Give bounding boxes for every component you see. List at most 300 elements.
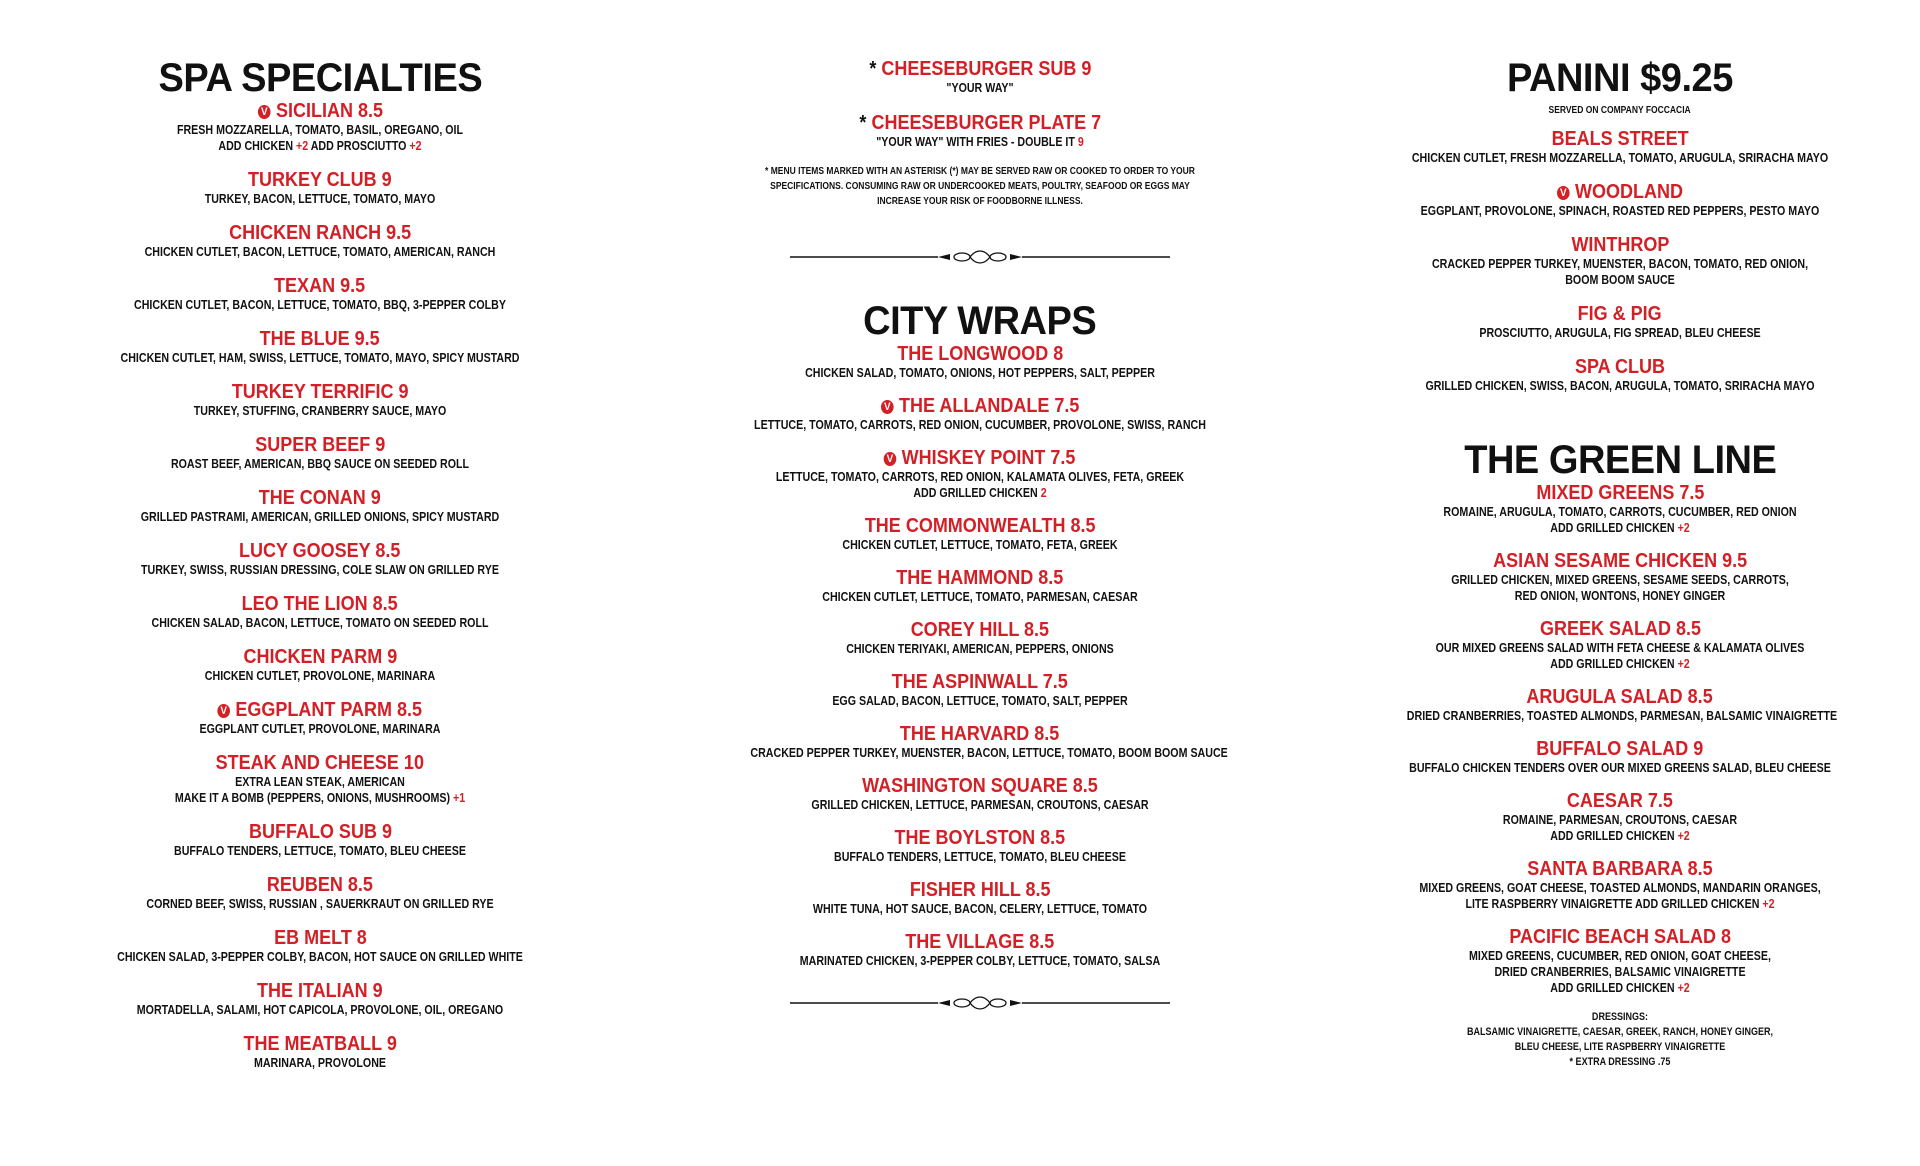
menu-item-description: [750, 693, 1209, 709]
description-text: ADD GRILLED CHICKEN: [913, 485, 1041, 500]
menu-item-name: [884, 447, 1076, 469]
description-text: LITE RASPBERRY VINAIGRETTE ADD GRILLED CHICKEN: [1465, 896, 1763, 911]
dressings-line: BALSAMIC VINAIGRETTE, CAESAR, GREEK, RANCH, HONEY GINGER,: [1466, 1026, 1774, 1038]
menu-item-name-row: [1360, 858, 1880, 880]
green-line-list: [1360, 482, 1880, 996]
menu-item-name-row: [1360, 738, 1880, 760]
menu-item-description: [107, 615, 533, 631]
menu-item-description: [1407, 812, 1833, 828]
menu-item-name-row: [60, 100, 580, 122]
menu-item-description: [1407, 150, 1833, 166]
green-line-title: THE GREEN LINE: [1463, 438, 1777, 482]
city-wraps-title: CITY WRAPS: [863, 299, 1097, 343]
menu-item-title: COREY HILL 8.5: [910, 619, 1050, 641]
menu-item-name-row: [700, 619, 1260, 641]
menu-item-turkey-terrific-9: [60, 381, 580, 419]
menu-item-title: SICILIAN 8.5: [275, 100, 383, 122]
menu-item-title: CHICKEN RANCH 9.5: [228, 222, 412, 244]
menu-item-name-row: [1360, 482, 1880, 504]
menu-item-name: [232, 381, 409, 403]
description-text: CHICKEN SALAD, TOMATO, ONIONS, HOT PEPPERS, SALT, PEPPER: [805, 365, 1155, 380]
menu-item-name: [1578, 303, 1662, 325]
spa-specialties-column: [60, 0, 580, 1071]
menu-item-name-row: [60, 540, 580, 562]
description-text: BUFFALO CHICKEN TENDERS OVER OUR MIXED GREENS SALAD, BLEU CHEESE: [1409, 760, 1831, 775]
menu-item-description: [1406, 708, 1838, 724]
description-text: EGGPLANT, PROVOLONE, SPINACH, ROASTED RED PEPPERS, PESTO MAYO: [1420, 203, 1820, 218]
menu-item-description: [1407, 256, 1833, 272]
menu-item-name: [239, 540, 400, 562]
description-text: CHICKEN CUTLET, FRESH MOZZARELLA, TOMATO, ARUGULA, SRIRACHA MAYO: [1411, 150, 1829, 165]
menu-item-name-row: [1360, 303, 1880, 325]
right-column: [1360, 0, 1880, 1070]
menu-item-description: [1407, 640, 1833, 656]
description-text: DRIED CRANBERRIES, BALSAMIC VINAIGRETTE: [1494, 964, 1746, 979]
menu-item-description: [750, 589, 1209, 605]
menu-item-name-row: [700, 447, 1260, 469]
menu-item-description: [1407, 980, 1833, 996]
menu-item-super-beef-9: [60, 434, 580, 472]
menu-item-name-row: [1360, 550, 1880, 572]
description-text: CHICKEN CUTLET, PROVOLONE, MARINARA: [204, 668, 436, 683]
description-text: PROSCIUTTO, ARUGULA, FIG SPREAD, BLEU CHEESE: [1479, 325, 1761, 340]
menu-item-title: BUFFALO SUB 9: [248, 821, 392, 843]
menu-item-name: [1539, 618, 1700, 640]
menu-item-name: [1575, 356, 1665, 378]
description-text: GRILLED PASTRAMI, AMERICAN, GRILLED ONIONS, SPICY MUSTARD: [140, 509, 500, 524]
menu-item-description: [107, 668, 533, 684]
menu-item-name-row: [60, 752, 580, 774]
menu-item-name: [1509, 926, 1731, 948]
menu-item-description: [107, 949, 533, 965]
description-text: OUR MIXED GREENS SALAD WITH FETA CHEESE & KALAMATA OLIVES: [1435, 640, 1805, 655]
menu-item-buffalo-sub-9: [60, 821, 580, 859]
add-on-price: +2: [1677, 980, 1690, 995]
menu-item-the-blue-9-5: [60, 328, 580, 366]
description-text: ADD GRILLED CHICKEN: [1550, 520, 1678, 535]
description-text: BOOM BOOM SAUCE: [1565, 272, 1675, 287]
menu-item-name: [248, 169, 392, 191]
menu-item-title: THE LONGWOOD 8: [896, 343, 1063, 365]
menu-item-the-boylston-8-5: [700, 827, 1260, 865]
vegetarian-icon: V: [881, 400, 894, 414]
menu-item-name-row: [60, 487, 580, 509]
menu-item-title: TURKEY CLUB 9: [248, 169, 392, 191]
description-text: MIXED GREENS, GOAT CHEESE, TOASTED ALMONDS, MANDARIN ORANGES,: [1419, 880, 1821, 895]
menu-item-name-row: [60, 927, 580, 949]
menu-item-name: [1557, 181, 1683, 203]
menu-item-description: [750, 641, 1209, 657]
description-text: CRACKED PEPPER TURKEY, MUENSTER, BACON, LETTUCE, TOMATO, BOOM BOOM SAUCE: [750, 745, 1228, 760]
menu-item-reuben-8-5: [60, 874, 580, 912]
menu-item-title: THE ITALIAN 9: [257, 980, 383, 1002]
add-on-price: +2: [1762, 896, 1775, 911]
description-text: MARINATED CHICKEN, 3-PEPPER COLBY, LETTUCE, TOMATO, SALSA: [799, 953, 1161, 968]
menu-item-name-row: [700, 58, 1260, 80]
menu-item-name: [1551, 128, 1688, 150]
menu-item-title: FIG & PIG: [1577, 303, 1663, 325]
menu-item-name-row: [1360, 181, 1880, 203]
menu-item-name: [229, 222, 411, 244]
menu-item-description: [750, 953, 1209, 969]
menu-item-title: PACIFIC BEACH SALAD 8: [1509, 926, 1731, 948]
menu-item-description: [107, 138, 533, 154]
menu-item-washington-square-8-5: [700, 775, 1260, 813]
menu-item-description: [750, 901, 1209, 917]
menu-item-title: SANTA BARBARA 8.5: [1527, 858, 1713, 880]
menu-item-name: [869, 58, 1091, 80]
add-on-price: 2: [1040, 485, 1047, 500]
menu-item-title: TEXAN 9.5: [274, 275, 366, 297]
menu-item-name-row: [60, 169, 580, 191]
description-text: "YOUR WAY": [946, 80, 1014, 95]
ornamental-divider: [790, 249, 1170, 265]
description-text: CRACKED PEPPER TURKEY, MUENSTER, BACON, TOMATO, RED ONION,: [1431, 256, 1809, 271]
menu-item-title: STEAK AND CHEESE 10: [215, 752, 425, 774]
description-text: BUFFALO TENDERS, LETTUCE, TOMATO, BLEU CHEESE: [834, 849, 1126, 864]
menu-item-leo-the-lion-8-5: [60, 593, 580, 631]
menu-item-name-row: [1360, 686, 1880, 708]
menu-item-title: THE HARVARD 8.5: [900, 723, 1060, 745]
menu-item-name-row: [700, 567, 1260, 589]
menu-item-the-village-8-5: [700, 931, 1260, 969]
dressings-line: DRESSINGS:: [1591, 1011, 1649, 1023]
menu-item-title: REUBEN 8.5: [266, 874, 374, 896]
menu-item-name: [905, 931, 1054, 953]
menu-item-chicken-ranch-9-5: [60, 222, 580, 260]
menu-item-description: [750, 797, 1209, 813]
menu-item-title: WOODLAND: [1574, 181, 1683, 203]
menu-item-eggplant-parm-8-5: [60, 699, 580, 737]
menu-item-asian-sesame-chicken-9-5: [1360, 550, 1880, 604]
menu-item-name-row: [700, 775, 1260, 797]
menu-item-name: [1571, 234, 1669, 256]
menu-item-name: [267, 874, 373, 896]
menu-item-name: [892, 671, 1068, 693]
menu-item-description: [750, 485, 1209, 501]
menu-item-name-row: [700, 112, 1260, 134]
menu-item-name-row: [700, 931, 1260, 953]
menu-item-description: [107, 721, 533, 737]
add-on-price: 9: [1077, 134, 1084, 149]
menu-item-chicken-parm-9: [60, 646, 580, 684]
vegetarian-icon: V: [884, 452, 897, 466]
description-text: CHICKEN TERIYAKI, AMERICAN, PEPPERS, ONIONS: [846, 641, 1114, 656]
menu-item-name: [274, 927, 367, 949]
description-text: ADD GRILLED CHICKEN: [1550, 656, 1678, 671]
description-text: ADD GRILLED CHICKEN: [1550, 980, 1678, 995]
menu-item-sicilian-8-5: [60, 100, 580, 154]
spa-specialties-list: [60, 100, 580, 1071]
menu-item-title: THE VILLAGE 8.5: [905, 931, 1055, 953]
description-text: BUFFALO TENDERS, LETTUCE, TOMATO, BLEU CHEESE: [174, 843, 466, 858]
description-text: CHICKEN SALAD, BACON, LETTUCE, TOMATO ON SEEDED ROLL: [151, 615, 489, 630]
panini-title: PANINI $9.25: [1507, 56, 1733, 100]
add-on-price: +1: [452, 790, 466, 805]
menu-item-cheeseburger-sub-9: [700, 58, 1260, 96]
menu-item-description: [107, 456, 533, 472]
menu-item-name-row: [700, 879, 1260, 901]
menu-item-description: [1407, 520, 1833, 536]
menu-item-name-row: [60, 874, 580, 896]
menu-item-description: [1407, 272, 1833, 288]
menu-item-name-row: [60, 1033, 580, 1055]
menu-item-name-row: [60, 821, 580, 843]
menu-item-description: [1407, 964, 1833, 980]
add-on-price: +2: [1677, 656, 1690, 671]
menu-item-pacific-beach-salad-8: [1360, 926, 1880, 996]
menu-item-fisher-hill-8-5: [700, 879, 1260, 917]
add-on-price: +2: [1677, 828, 1690, 843]
add-on-price: +2: [295, 138, 309, 153]
menu-item-title: CHEESEBURGER PLATE 7: [871, 112, 1101, 134]
description-text: CHICKEN CUTLET, BACON, LETTUCE, TOMATO, AMERICAN, RANCH: [144, 244, 496, 259]
menu-item-name: [255, 434, 385, 456]
menu-item-name-row: [60, 275, 580, 297]
description-text: ROMAINE, PARMESAN, CROUTONS, CAESAR: [1502, 812, 1738, 827]
add-on-price: +2: [1677, 520, 1690, 535]
menu-item-buffalo-salad-9: [1360, 738, 1880, 776]
menu-item-name-row: [60, 434, 580, 456]
description-text: MORTADELLA, SALAMI, HOT CAPICOLA, PROVOLONE, OIL, OREGANO: [136, 1002, 504, 1017]
menu-item-title: CHEESEBURGER SUB 9: [880, 58, 1092, 80]
menu-item-name: [881, 395, 1079, 417]
description-text: ROMAINE, ARUGULA, TOMATO, CARROTS, CUCUMBER, RED ONION: [1443, 504, 1797, 519]
menu-item-title: CAESAR 7.5: [1566, 790, 1674, 812]
menu-item-fig-pig: [1360, 303, 1880, 341]
menu-item-description: [107, 562, 533, 578]
menu-item-name-row: [1360, 926, 1880, 948]
menu-item-winthrop: [1360, 234, 1880, 288]
description-text: MAKE IT A BOMB (PEPPERS, ONIONS, MUSHROOMS): [174, 790, 453, 805]
add-on-price: +2: [409, 138, 422, 153]
menu-item-name: [1493, 550, 1747, 572]
description-text: EGGPLANT CUTLET, PROVOLONE, MARINARA: [199, 721, 441, 736]
menu-item-woodland: [1360, 181, 1880, 219]
menu-item-description: [750, 417, 1209, 433]
vegetarian-icon: V: [1557, 186, 1570, 200]
description-text: ADD PROSCIUTTO: [308, 138, 410, 153]
menu-item-name: [900, 723, 1059, 745]
description-text: TURKEY, SWISS, RUSSIAN DRESSING, COLE SLAW ON GRILLED RYE: [141, 562, 499, 577]
menu-item-name-row: [60, 222, 580, 244]
menu-item-the-aspinwall-7-5: [700, 671, 1260, 709]
menu-item-whiskey-point-7-5: [700, 447, 1260, 501]
menu-item-name: [896, 567, 1063, 589]
menu-item-title: CHICKEN PARM 9: [243, 646, 397, 668]
menu-item-title: FISHER HILL 8.5: [909, 879, 1051, 901]
dressings-line: BLEU CHEESE, LITE RASPBERRY VINAIGRETTE: [1514, 1041, 1726, 1053]
city-wraps-list: [700, 343, 1260, 969]
menu-item-name: [260, 328, 380, 350]
raw-food-notice: [700, 164, 1260, 209]
menu-item-turkey-club-9: [60, 169, 580, 207]
menu-item-description: [750, 849, 1209, 865]
menu-item-the-commonwealth-8-5: [700, 515, 1260, 553]
menu-item-corey-hill-8-5: [700, 619, 1260, 657]
menu-item-description: [1407, 572, 1833, 588]
menu-item-name-row: [1360, 356, 1880, 378]
menu-item-description: [750, 745, 1228, 761]
menu-item-lucy-goosey-8-5: [60, 540, 580, 578]
menu-item-description: [1407, 378, 1833, 394]
menu-item-name: [243, 646, 397, 668]
menu-item-name-row: [700, 671, 1260, 693]
description-text: WHITE TUNA, HOT SAUCE, BACON, CELERY, LETTUCE, TOMATO: [812, 901, 1148, 916]
menu-item-name: [862, 775, 1098, 797]
description-text: DRIED CRANBERRIES, TOASTED ALMONDS, PARMESAN, BALSAMIC VINAIGRETTE: [1406, 708, 1838, 723]
menu-item-description: [107, 896, 533, 912]
notice-line: INCREASE YOUR RISK OF FOODBORNE ILLNESS.: [877, 196, 1083, 207]
menu-item-name-row: [1360, 128, 1880, 150]
notice-line: SPECIFICATIONS. CONSUMING RAW OR UNDERCOOKED MEATS, POULTRY, SEAFOOD OR EGGS MAY: [770, 181, 1190, 192]
menu-item-description: [1407, 896, 1833, 912]
menu-item-santa-barbara-8-5: [1360, 858, 1880, 912]
description-text: ROAST BEEF, AMERICAN, BBQ SAUCE ON SEEDED ROLL: [170, 456, 470, 471]
description-text: FRESH MOZZARELLA, TOMATO, BASIL, OREGANO, OIL: [176, 122, 464, 137]
menu-item-name-row: [700, 827, 1260, 849]
menu-item-description: [107, 1055, 533, 1071]
description-text: GRILLED CHICKEN, LETTUCE, PARMESAN, CROUTONS, CAESAR: [811, 797, 1149, 812]
description-text: CHICKEN SALAD, 3-PEPPER COLBY, BACON, HOT SAUCE ON GRILLED WHITE: [117, 949, 523, 964]
description-text: RED ONION, WONTONS, HONEY GINGER: [1514, 588, 1726, 603]
dressings-line: * EXTRA DRESSING .75: [1569, 1056, 1671, 1068]
notice-line: * MENU ITEMS MARKED WITH AN ASTERISK (*) MAY BE SERVED RAW OR COOKED TO ORDER TO YOUR: [765, 166, 1195, 177]
menu-item-title: SPA CLUB: [1575, 356, 1665, 378]
description-text: EXTRA LEAN STEAK, AMERICAN: [235, 774, 405, 789]
menu-item-name-row: [1360, 618, 1880, 640]
description-text: GRILLED CHICKEN, SWISS, BACON, ARUGULA, TOMATO, SRIRACHA MAYO: [1425, 378, 1815, 393]
description-text: TURKEY, STUFFING, CRANBERRY SAUCE, MAYO: [193, 403, 447, 418]
menu-item-spa-club: [1360, 356, 1880, 394]
menu-item-title: GREEK SALAD 8.5: [1539, 618, 1701, 640]
menu-item-name: [216, 752, 424, 774]
menu-item-name: [1536, 482, 1704, 504]
menu-item-title: ASIAN SESAME CHICKEN 9.5: [1492, 550, 1748, 572]
menu-item-name: [1527, 858, 1712, 880]
description-text: LETTUCE, TOMATO, CARROTS, RED ONION, CUCUMBER, PROVOLONE, SWISS, RANCH: [754, 417, 1206, 432]
menu-item-name-row: [60, 980, 580, 1002]
menu-item-name-row: [700, 515, 1260, 537]
menu-item-the-longwood-8: [700, 343, 1260, 381]
menu-item-title: THE COMMONWEALTH 8.5: [864, 515, 1096, 537]
description-text: "YOUR WAY" WITH FRIES - DOUBLE IT: [876, 134, 1078, 149]
description-text: MARINARA, PROVOLONE: [253, 1055, 387, 1070]
menu-item-name-row: [1360, 790, 1880, 812]
menu-item-steak-and-cheese-10: [60, 752, 580, 806]
description-text: TURKEY, BACON, LETTUCE, TOMATO, MAYO: [204, 191, 436, 206]
description-text: CHICKEN CUTLET, LETTUCE, TOMATO, PARMESAN, CAESAR: [822, 589, 1138, 604]
menu-item-title: THE CONAN 9: [258, 487, 382, 509]
panini-subtitle: SERVED ON COMPANY FOCCACIA: [1548, 105, 1692, 116]
menu-item-name: [259, 487, 381, 509]
menu-item-description: [107, 244, 533, 260]
menu-item-name: [859, 112, 1101, 134]
menu-item-title: THE BLUE 9.5: [259, 328, 381, 350]
menu-item-the-allandale-7-5: [700, 395, 1260, 433]
menu-item-description: [107, 191, 533, 207]
menu-item-title: THE BOYLSTON 8.5: [894, 827, 1066, 849]
menu-item-name: [1536, 738, 1703, 760]
menu-item-description: [1407, 760, 1833, 776]
menu-item-description: [107, 509, 533, 525]
menu-item-title: MIXED GREENS 7.5: [1535, 482, 1705, 504]
menu-item-description: [1407, 880, 1833, 896]
menu-item-description: [107, 843, 533, 859]
menu-item-the-italian-9: [60, 980, 580, 1018]
menu-item-name-row: [700, 343, 1260, 365]
menu-item-description: [1407, 588, 1833, 604]
menu-item-name: [1567, 790, 1673, 812]
menu-item-description: [750, 80, 1209, 96]
menu-item-name-row: [60, 381, 580, 403]
description-text: ADD GRILLED CHICKEN: [1550, 828, 1678, 843]
description-text: CHICKEN CUTLET, HAM, SWISS, LETTUCE, TOMATO, MAYO, SPICY MUSTARD: [120, 350, 520, 365]
menu-item-description: [107, 1002, 533, 1018]
menu-item-description: [750, 469, 1209, 485]
asterisk-mark: *: [859, 112, 867, 134]
menu-item-title: EGGPLANT PARM 8.5: [235, 699, 423, 721]
description-text: CHICKEN CUTLET, BACON, LETTUCE, TOMATO, BBQ, 3-PEPPER COLBY: [134, 297, 506, 312]
spa-specialties-title: SPA SPECIALTIES: [158, 56, 482, 100]
menu-item-name-row: [60, 646, 580, 668]
menu-item-name: [257, 100, 382, 122]
menu-item-the-hammond-8-5: [700, 567, 1260, 605]
menu-item-title: WHISKEY POINT 7.5: [902, 447, 1076, 469]
vegetarian-icon: V: [257, 105, 270, 119]
description-text: CORNED BEEF, SWISS, RUSSIAN , SAUERKRAUT ON GRILLED RYE: [146, 896, 494, 911]
menu-item-description: [750, 134, 1209, 150]
menu-item-texan-9-5: [60, 275, 580, 313]
description-text: MIXED GREENS, CUCUMBER, RED ONION, GOAT CHEESE,: [1469, 948, 1771, 963]
menu-item-description: [1407, 203, 1833, 219]
menu-item-name: [1527, 686, 1713, 708]
middle-column: [700, 0, 1260, 1011]
panini-list: [1360, 128, 1880, 394]
menu-item-description: [107, 350, 533, 366]
menu-item-name: [257, 980, 383, 1002]
menu-item-the-harvard-8-5: [700, 723, 1260, 761]
menu-item-description: [750, 537, 1209, 553]
menu-item-caesar-7-5: [1360, 790, 1880, 844]
menu-item-description: [107, 403, 533, 419]
menu-item-title: LEO THE LION 8.5: [241, 593, 399, 615]
menu-item-description: [107, 790, 533, 806]
menu-item-title: BEALS STREET: [1551, 128, 1689, 150]
menu-item-name: [274, 275, 365, 297]
menu-item-name: [895, 827, 1066, 849]
menu-item-title: EB MELT 8: [273, 927, 367, 949]
menu-item-description: [107, 774, 533, 790]
menu-item-eb-melt-8: [60, 927, 580, 965]
description-text: CHICKEN CUTLET, LETTUCE, TOMATO, FETA, GREEK: [842, 537, 1118, 552]
menu-item-description: [1407, 504, 1833, 520]
menu-item-name: [865, 515, 1096, 537]
menu-item-name: [911, 619, 1049, 641]
menu-item-name: [897, 343, 1063, 365]
menu-item-title: THE MEATBALL 9: [243, 1033, 397, 1055]
vegetarian-icon: V: [218, 704, 231, 718]
description-text: GRILLED CHICKEN, MIXED GREENS, SESAME SEEDS, CARROTS,: [1451, 572, 1789, 587]
menu-item-description: [107, 122, 533, 138]
menu-item-arugula-salad-8-5: [1360, 686, 1880, 724]
menu-item-mixed-greens-7-5: [1360, 482, 1880, 536]
menu-item-description: [1407, 948, 1833, 964]
menu-item-title: WASHINGTON SQUARE 8.5: [862, 775, 1098, 797]
ornamental-divider: [790, 995, 1170, 1011]
description-text: ADD CHICKEN: [218, 138, 296, 153]
description-text: EGG SALAD, BACON, LETTUCE, TOMATO, SALT, PEPPER: [832, 693, 1128, 708]
